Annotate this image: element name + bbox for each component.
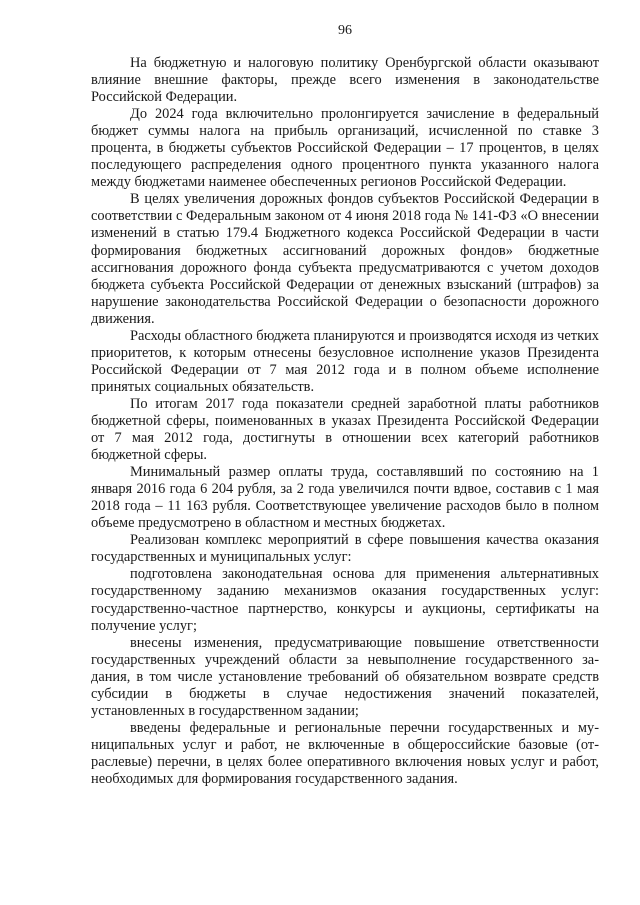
paragraph-service-lists: введены федеральные и региональные перечни государственных и муниципальных услуг и работ, не включенные в общероссийские базовые (отраслевые) перечни, в целях более оперативного включения новых услуг и работ, необходимых для формирования государственного задания. — [91, 719, 599, 787]
document-page — [91, 22, 599, 788]
paragraph-minimum-wage: Минимальный размер оплаты труда, составлявший по состоянию на 1 января 2016 года 6 204 рубля, за 2 года увеличился почти вдвое, составив с 1 мая 2018 года – 11 163 рубля. Соответствующее увеличение расходов было в полном объеме предусмотрено в областном и местных бюджетах. — [91, 464, 599, 532]
paragraph-profit-tax: До 2024 года включительно пролонгируется зачисление в федеральный бюджет суммы налога на прибыль организаций, исчисленной по ставке 3 процента, в бюджеты субъектов Российской Федерации – 17 процентов, в целях последующего распределения одного процентного пункта указанного налога между бюджетами наименее обеспеченных регионов Российской Федерации. — [91, 106, 599, 191]
paragraph-services-quality: Реализован комплекс мероприятий в сфере повышения качества оказания государственных и муниципальных услуг: — [91, 532, 599, 566]
paragraph-responsibility-changes: внесены изменения, предусматривающие повышение ответственности государственных учреждений области за невыполнение государственного задания, в том числе установление требований об обязательном возврате средств субсидии в бюджеты в случае недостижения значений показателей, установленных в государственном задании; — [91, 634, 599, 719]
paragraph-legislative-basis: подготовлена законодательная основа для применения альтернативных государственному заданию механизмов оказания государственных услуг: государственно-частное партнерство, конкурсы и аукционы, сертификаты на получение услуг; — [91, 566, 599, 634]
paragraph-budget-priorities: Расходы областного бюджета планируются и производятся исходя из четких приоритетов, к которым отнесены безусловное исполнение указов Президента Российской Федерации от 7 мая 2012 года и в полном объеме исполнение принятых социальных обязательств. — [91, 327, 599, 395]
paragraph-road-funds: В целях увеличения дорожных фондов субъектов Российской Федерации в соответствии с Федеральным законом от 4 июня 2018 года № 141-ФЗ «О внесении изменений в статью 179.4 Бюджетного кодекса Российской Федерации в части формирования бюджетных ассигнований дорожных фондов» бюджетные ассигнования дорожного фонда субъекта предусматриваются с учетом доходов бюджета субъекта Российской Федерации от денежных взысканий (штрафов) за нарушение законодательства Российской Федерации о безопасности дорожного движения. — [91, 191, 599, 327]
paragraph-salary-results: По итогам 2017 года показатели средней заработной платы работников бюджетной сферы, поименованных в указах Президента Российской Федерации от 7 мая 2012 года, достигнуты в отношении всех категорий работников бюджетной сферы. — [91, 395, 599, 464]
page-number: 96 — [338, 23, 352, 38]
paragraph-external-factors: На бюджетную и налоговую политику Оренбургской области оказывают влияние внешние факторы, прежде всего изменения в законодательстве Российской Федерации. — [91, 55, 599, 106]
